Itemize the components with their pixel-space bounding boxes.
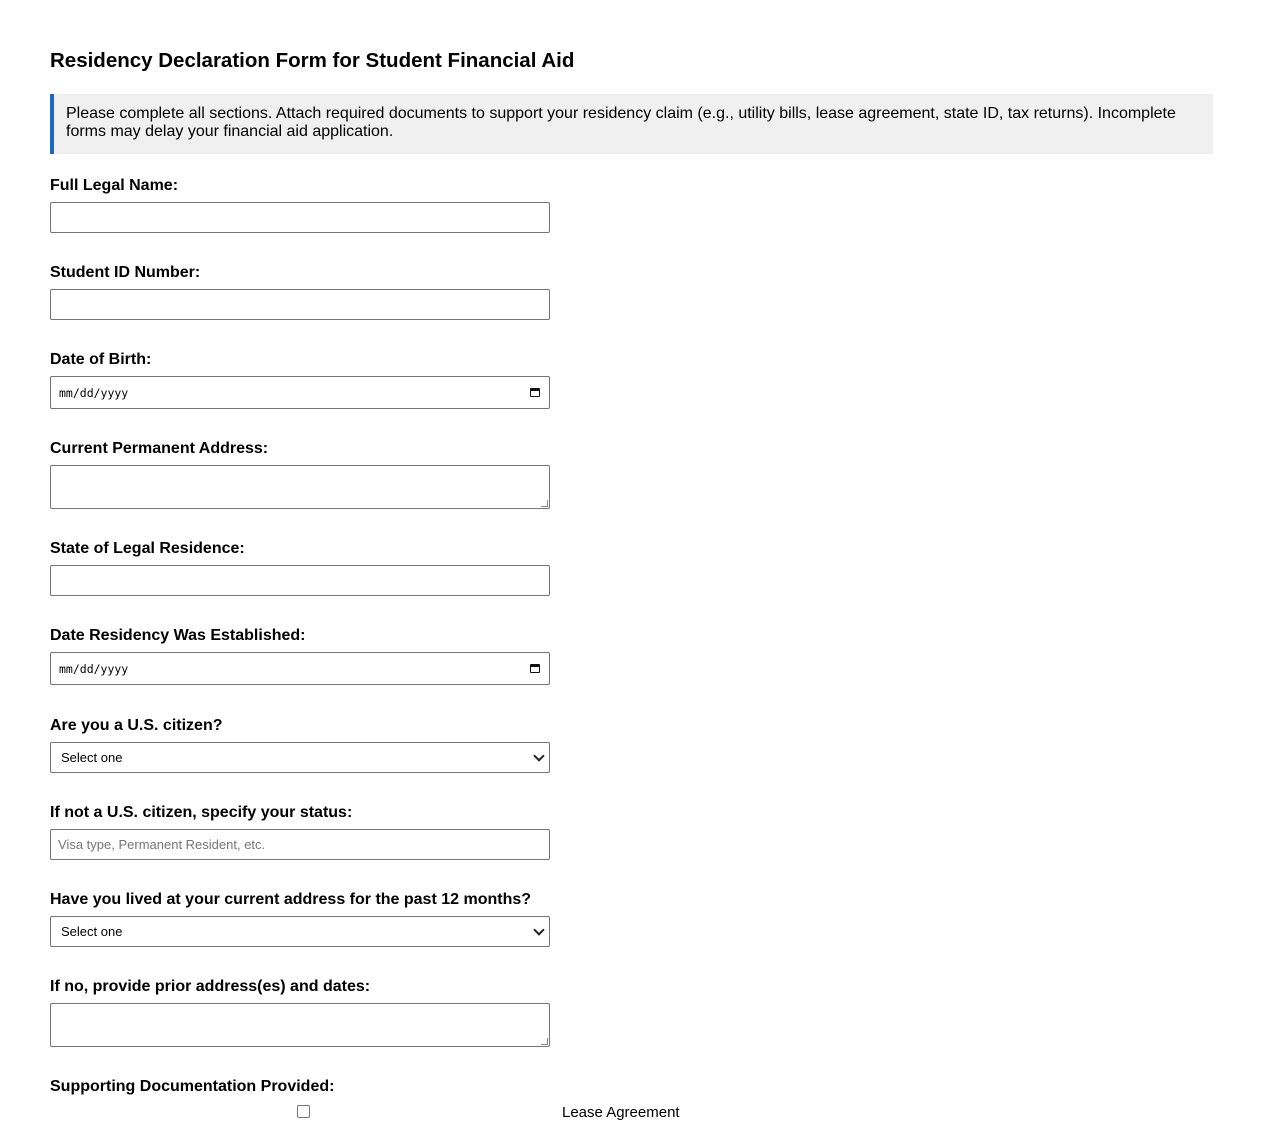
- address-label: Current Permanent Address:: [50, 440, 269, 457]
- address-resize-area: [50, 465, 550, 509]
- state-input[interactable]: [50, 565, 550, 596]
- page-title: Residency Declaration Form for Student Financial Aid: [50, 49, 575, 72]
- citizen-select[interactable]: [50, 742, 550, 773]
- docs-label: Supporting Documentation Provided:: [50, 1078, 335, 1095]
- lease-agreement-label: Lease Agreement: [562, 1104, 680, 1121]
- residency-date-placeholder: mm/dd/yyyy: [59, 661, 129, 676]
- status-input[interactable]: [50, 829, 550, 860]
- full-name-label: Full Legal Name:: [50, 177, 179, 194]
- status-label: If not a U.S. citizen, specify your status:: [50, 804, 353, 821]
- student-id-label: Student ID Number:: [50, 264, 201, 281]
- resize-handle-icon[interactable]: [541, 1038, 548, 1045]
- prior-address-label: If no, provide prior address(es) and dates:: [50, 978, 371, 995]
- calendar-icon[interactable]: [530, 664, 540, 673]
- student-id-input[interactable]: [50, 289, 550, 320]
- instructions-notice: Please complete all sections. Attach required documents to support your residency claim (e.g., utility bills, lease agreement, state ID, tax returns). Incomplete forms may delay your financial aid application.: [50, 94, 1213, 154]
- dob-date-placeholder: mm/dd/yyyy: [59, 385, 129, 400]
- dob-date-input[interactable]: [50, 376, 550, 409]
- chevron-down-icon: [533, 924, 544, 935]
- lived-12mo-label: Have you lived at your current address for the past 12 months?: [50, 891, 532, 908]
- full-name-input[interactable]: [50, 202, 550, 233]
- prior-address-resize-area: [50, 1003, 550, 1047]
- residency-date-label: Date Residency Was Established:: [50, 627, 306, 644]
- lived-12mo-select[interactable]: [50, 916, 550, 947]
- resize-handle-icon[interactable]: [541, 500, 548, 507]
- residency-date-input[interactable]: [50, 652, 550, 685]
- calendar-icon[interactable]: [530, 388, 540, 397]
- citizen-label: Are you a U.S. citizen?: [50, 717, 223, 734]
- state-label: State of Legal Residence:: [50, 540, 245, 557]
- dob-label: Date of Birth:: [50, 351, 152, 368]
- citizen-select-value: Select one: [61, 750, 123, 765]
- lived-12mo-select-value: Select one: [61, 924, 123, 939]
- chevron-down-icon: [533, 750, 544, 761]
- lease-agreement-checkbox[interactable]: [297, 1105, 310, 1118]
